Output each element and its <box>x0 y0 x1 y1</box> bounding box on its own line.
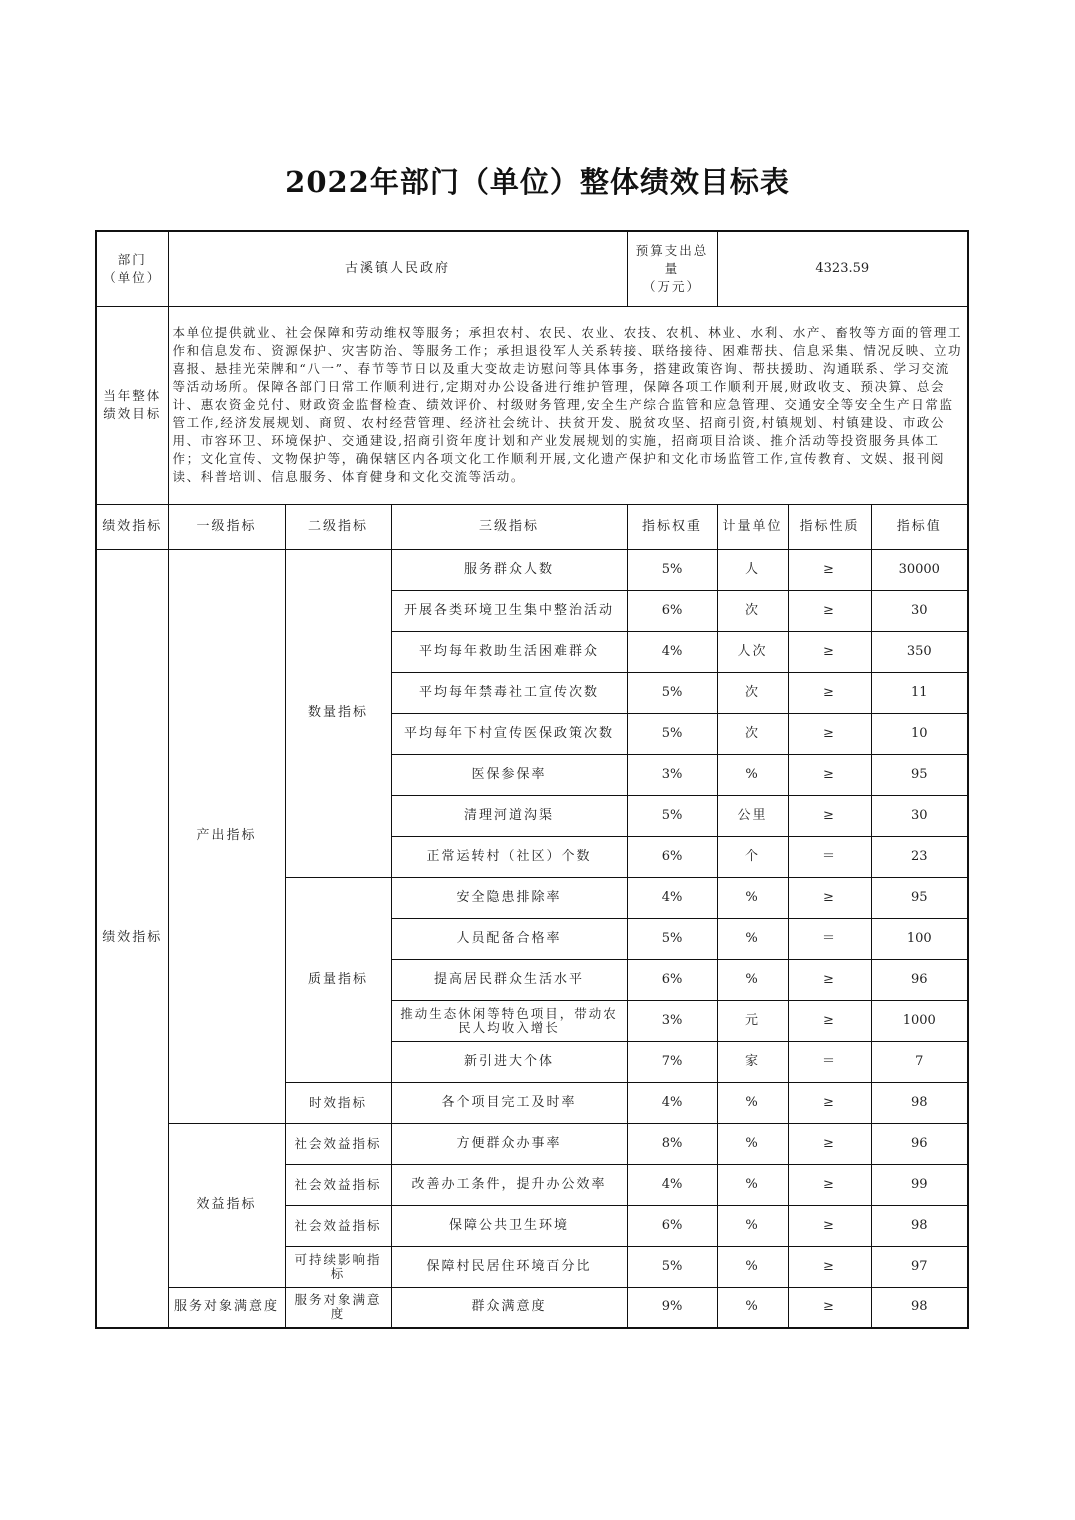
weight-cell: 3% <box>627 754 717 795</box>
level2-cell: 服务对象满意度 <box>285 1287 391 1328</box>
level3-name: 保障村民居住环境百分比 <box>391 1246 627 1287</box>
unit-cell: 家 <box>717 1041 788 1082</box>
nature-cell: ≥ <box>788 754 871 795</box>
level3-name: 改善办工条件，提升办公效率 <box>391 1164 627 1205</box>
level3-name: 推动生态休闲等特色项目，带动农民人均收入增长 <box>391 1000 627 1041</box>
weight-cell: 4% <box>627 1164 717 1205</box>
weight-cell: 5% <box>627 549 717 590</box>
level3-name: 清理河道沟渠 <box>391 795 627 836</box>
annual-goal-text: 本单位提供就业、社会保障和劳动维权等服务；承担农村、农民、农业、农技、农机、林业、水利、水产、畜牧等方面的管理工作和信息发布、资源保护、灾害防治、等服务工作；承担退役军人关系转接、联络接待、困难帮扶、信息采集、情况反映、立功喜报、悬挂光荣牌和“八一”、春节等节日以及重大变故走访慰问等具体事务，搭建政策咨询、帮扶援助、沟通联系、学习交流等活动场所。保障各部门日常工作顺利进行,定期对办公设备进行维护管理，保障各项工作顺利开展,财政收支、预决算、总会计、惠农资金兑付、财政资金监督检查、绩效评价、村级财务管理,安全生产综合监管和应急管理、交通安全等安全生产日常监管工作,经济发展规划、商贸、农村经营管理、经济社会统计、扶贫开发、脱贫攻坚、招商引资,村镇规划、村镇建设、市政公用、市容环卫、环境保护、交通建设,招商引资年度计划和产业发展规划的实施，招商项目洽谈、推介活动等投资服务具体工作；文化宣传、文物保护等，确保辖区内各项文化工作顺利开展,文化遗产保护和文化市场监管工作,宣传教育、文娱、报刊阅读、科普培训、信息服务、体育健身和文化交流等活动。 <box>168 306 968 504</box>
nature-cell: ＝ <box>788 918 871 959</box>
level3-name: 平均每年禁毒社工宣传次数 <box>391 672 627 713</box>
level3-name: 提高居民群众生活水平 <box>391 959 627 1000</box>
value-cell: 1000 <box>871 1000 968 1041</box>
unit-cell: 次 <box>717 672 788 713</box>
unit-cell: 次 <box>717 590 788 631</box>
level2-cell: 社会效益指标 <box>285 1164 391 1205</box>
value-cell: 30000 <box>871 549 968 590</box>
annual-goal-label: 当年整体绩效目标 <box>96 306 168 504</box>
nature-cell: ≥ <box>788 713 871 754</box>
value-cell: 98 <box>871 1205 968 1246</box>
level1-cell: 产出指标 <box>168 549 285 1123</box>
nature-cell: ≥ <box>788 672 871 713</box>
value-cell: 96 <box>871 959 968 1000</box>
weight-cell: 4% <box>627 877 717 918</box>
level2-cell: 时效指标 <box>285 1082 391 1123</box>
col-header-value: 指标值 <box>871 504 968 549</box>
weight-cell: 6% <box>627 1205 717 1246</box>
unit-cell: % <box>717 1205 788 1246</box>
nature-cell: ＝ <box>788 1041 871 1082</box>
value-cell: 96 <box>871 1123 968 1164</box>
level2-cell: 社会效益指标 <box>285 1205 391 1246</box>
weight-cell: 5% <box>627 918 717 959</box>
unit-cell: % <box>717 1164 788 1205</box>
value-cell: 98 <box>871 1082 968 1123</box>
level3-name: 平均每年下村宣传医保政策次数 <box>391 713 627 754</box>
nature-cell: ≥ <box>788 959 871 1000</box>
level3-name: 服务群众人数 <box>391 549 627 590</box>
col-header-level1: 一级指标 <box>168 504 285 549</box>
weight-cell: 8% <box>627 1123 717 1164</box>
group-label-cell: 绩效指标 <box>96 549 168 1328</box>
value-cell: 23 <box>871 836 968 877</box>
level3-name: 各个项目完工及时率 <box>391 1082 627 1123</box>
nature-cell: ≥ <box>788 631 871 672</box>
table-row <box>96 1287 968 1328</box>
weight-cell: 6% <box>627 959 717 1000</box>
value-cell: 99 <box>871 1164 968 1205</box>
level3-name: 医保参保率 <box>391 754 627 795</box>
unit-cell: 元 <box>717 1000 788 1041</box>
col-header-level3: 三级指标 <box>391 504 627 549</box>
col-header-indicator: 绩效指标 <box>96 504 168 549</box>
nature-cell: ≥ <box>788 1123 871 1164</box>
weight-cell: 3% <box>627 1000 717 1041</box>
value-cell: 98 <box>871 1287 968 1328</box>
unit-cell: 次 <box>717 713 788 754</box>
nature-cell: ≥ <box>788 1164 871 1205</box>
nature-cell: ≥ <box>788 1000 871 1041</box>
table-row <box>96 1123 968 1164</box>
dept-label: 部门 （单位） <box>96 231 168 306</box>
value-cell: 95 <box>871 877 968 918</box>
nature-cell: ≥ <box>788 795 871 836</box>
level2-cell: 可持续影响指标 <box>285 1246 391 1287</box>
nature-cell: ≥ <box>788 1205 871 1246</box>
unit-cell: % <box>717 754 788 795</box>
page-title: 2022年部门（单位）整体绩效目标表 <box>285 165 790 199</box>
nature-cell: ≥ <box>788 549 871 590</box>
value-cell: 97 <box>871 1246 968 1287</box>
value-cell: 10 <box>871 713 968 754</box>
value-cell: 30 <box>871 590 968 631</box>
value-cell: 7 <box>871 1041 968 1082</box>
unit-cell: 人 <box>717 549 788 590</box>
weight-cell: 5% <box>627 795 717 836</box>
budget-value: 4323.59 <box>717 231 968 306</box>
weight-cell: 5% <box>627 672 717 713</box>
unit-cell: 人次 <box>717 631 788 672</box>
level3-name: 保障公共卫生环境 <box>391 1205 627 1246</box>
unit-cell: % <box>717 1123 788 1164</box>
unit-cell: 个 <box>717 836 788 877</box>
level3-name: 开展各类环境卫生集中整治活动 <box>391 590 627 631</box>
level2-cell: 社会效益指标 <box>285 1123 391 1164</box>
unit-cell: % <box>717 918 788 959</box>
level3-name: 新引进大个体 <box>391 1041 627 1082</box>
level3-name: 人员配备合格率 <box>391 918 627 959</box>
nature-cell: ≥ <box>788 590 871 631</box>
nature-cell: ≥ <box>788 1287 871 1328</box>
column-header-row <box>96 504 968 549</box>
col-header-nature: 指标性质 <box>788 504 871 549</box>
nature-cell: ≥ <box>788 877 871 918</box>
unit-cell: % <box>717 959 788 1000</box>
dept-name: 古溪镇人民政府 <box>168 231 627 306</box>
value-cell: 100 <box>871 918 968 959</box>
nature-cell: ＝ <box>788 836 871 877</box>
col-header-level2: 二级指标 <box>285 504 391 549</box>
level1-cell: 效益指标 <box>168 1123 285 1287</box>
value-cell: 95 <box>871 754 968 795</box>
table-row <box>96 549 968 590</box>
weight-cell: 4% <box>627 1082 717 1123</box>
unit-cell: % <box>717 1246 788 1287</box>
level3-name: 方便群众办事率 <box>391 1123 627 1164</box>
weight-cell: 4% <box>627 631 717 672</box>
value-cell: 11 <box>871 672 968 713</box>
level3-name: 平均每年救助生活困难群众 <box>391 631 627 672</box>
level2-cell: 数量指标 <box>285 549 391 877</box>
unit-cell: % <box>717 877 788 918</box>
level3-name: 正常运转村（社区）个数 <box>391 836 627 877</box>
value-cell: 350 <box>871 631 968 672</box>
weight-cell: 7% <box>627 1041 717 1082</box>
weight-cell: 6% <box>627 836 717 877</box>
weight-cell: 9% <box>627 1287 717 1328</box>
budget-label: 预算支出总量 （万元） <box>627 231 717 306</box>
col-header-weight: 指标权重 <box>627 504 717 549</box>
value-cell: 30 <box>871 795 968 836</box>
nature-cell: ≥ <box>788 1082 871 1123</box>
level3-name: 群众满意度 <box>391 1287 627 1328</box>
weight-cell: 5% <box>627 713 717 754</box>
weight-cell: 6% <box>627 590 717 631</box>
performance-target-table <box>95 230 969 1329</box>
level3-name: 安全隐患排除率 <box>391 877 627 918</box>
nature-cell: ≥ <box>788 1246 871 1287</box>
col-header-unit: 计量单位 <box>717 504 788 549</box>
level2-cell: 质量指标 <box>285 877 391 1082</box>
level1-cell: 服务对象满意度 <box>168 1287 285 1328</box>
unit-cell: 公里 <box>717 795 788 836</box>
weight-cell: 5% <box>627 1246 717 1287</box>
unit-cell: % <box>717 1287 788 1328</box>
unit-cell: % <box>717 1082 788 1123</box>
